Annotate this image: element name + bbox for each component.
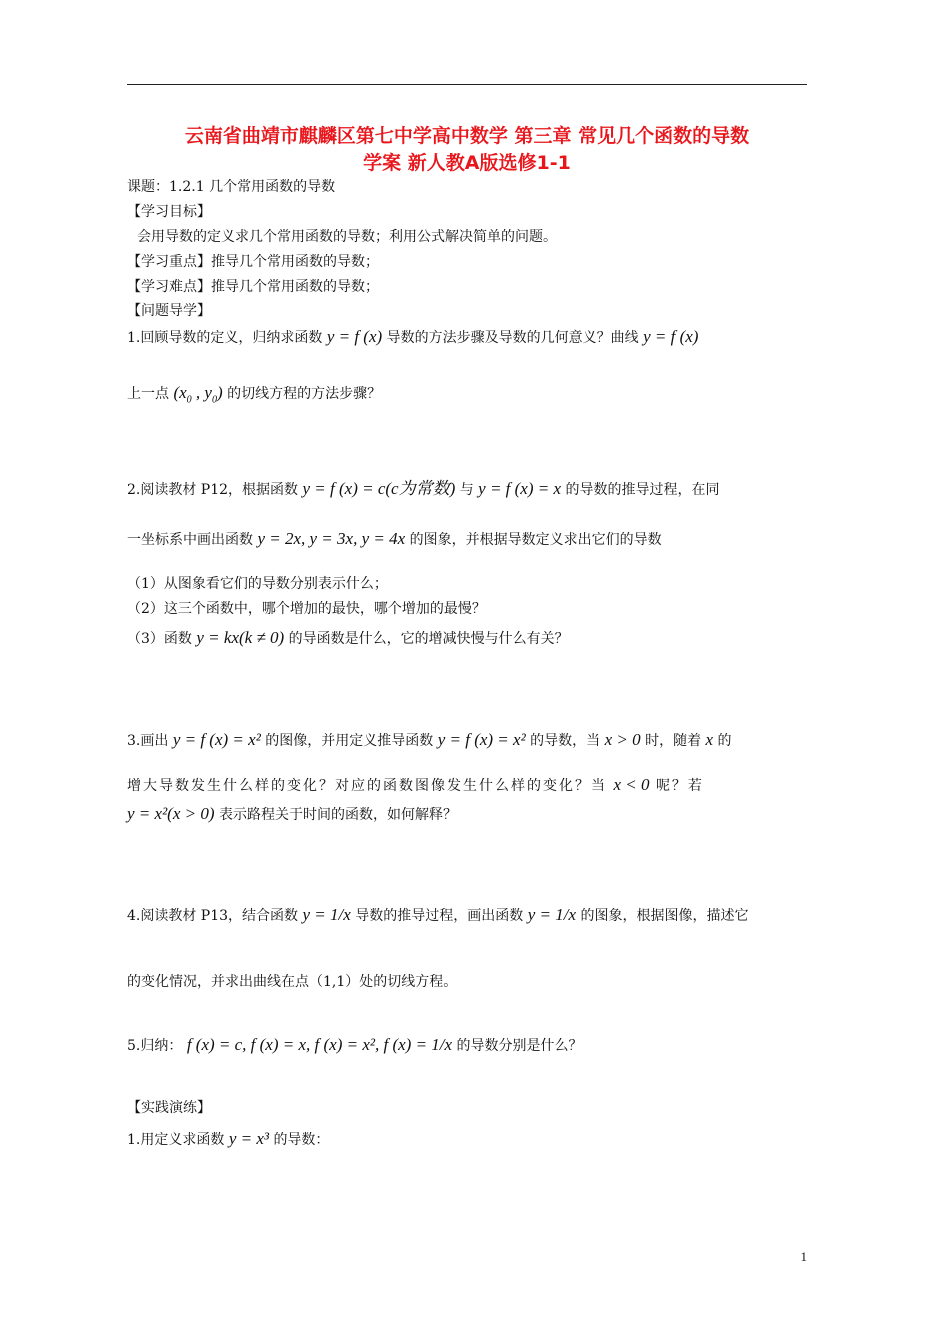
document-title-line-2: 学案 新人教A版选修1-1 [363, 152, 571, 174]
q1-text-a: 1.回顾导数的定义，归纳求函数 [127, 330, 323, 346]
q3-formula-2: y = f (x) = x² [437, 730, 526, 749]
practice-heading: 【实践演练】 [127, 1100, 211, 1116]
key-point-line: 【学习重点】推导几个常用函数的导数； [127, 254, 379, 270]
question-3-line-3 [127, 805, 457, 824]
q2-text-c: 的导数的推导过程，在同 [565, 482, 720, 498]
q3-formula-5: x < 0 [613, 775, 650, 794]
practice-formula: y = x³ [228, 1129, 269, 1148]
q3-text-h: 呢？若 [655, 778, 704, 794]
goal-text: 会用导数的定义求几个常用函数的导数；利用公式解决简单的问题。 [137, 229, 557, 245]
q2-text-e: 的图象，并根据导数定义求出它们的导数 [409, 532, 662, 548]
q2-formula-3: y = 2x, y = 3x, y = 4x [257, 529, 406, 548]
difficulty-line: 【学习难点】推导几个常用函数的导数； [127, 279, 379, 295]
q1-formula-2: y = f (x) [643, 327, 699, 346]
guide-heading: 【问题导学】 [127, 303, 211, 319]
q4-text-a: 4.阅读教材 P13，结合函数 [127, 908, 299, 924]
topic-line: 课题：1.2.1 几个常用函数的导数 [127, 179, 336, 195]
question-2-line-1 [127, 480, 719, 499]
question-2-line-2 [127, 530, 662, 549]
q3-formula-3: x > 0 [604, 730, 641, 749]
q1-formula-1: y = f (x) [326, 327, 383, 346]
q3-text-b: 的图像，并用定义推导函数 [265, 733, 434, 749]
question-4-line-2: 的变化情况，并求出曲线在点（1,1）处的切线方程。 [127, 974, 458, 990]
q1-point: ($x_0$ , $y_0$) [173, 383, 223, 406]
q1-text-d: 的切线方程的方法步骤？ [227, 386, 382, 402]
q2-formula-4: y = kx(k ≠ 0) [196, 628, 285, 647]
page-number: 1 [800, 1249, 807, 1264]
question-3-line-1 [127, 731, 732, 750]
q3-text-d: 时，随着 [645, 733, 702, 749]
q4-text-b: 导数的推导过程，画出函数 [355, 908, 524, 924]
q3-formula-6: y = x²(x > 0) [127, 804, 215, 823]
question-1-line-2 [127, 384, 381, 409]
question-2-sub-3 [127, 629, 569, 648]
question-1-line-1 [127, 328, 698, 347]
practice-text-a: 1.用定义求函数 [127, 1132, 225, 1148]
q4-formula-2: y = 1/x [527, 905, 576, 924]
q1-text-c: 上一点 [127, 386, 169, 402]
question-5-line [127, 1036, 583, 1055]
question-3-line-2 [127, 776, 704, 795]
q2-text-d: 一坐标系中画出函数 [127, 532, 253, 548]
practice-text-b: 的导数： [273, 1132, 330, 1148]
q2-formula-1: y = f (x) = c(c为常数) [302, 479, 456, 498]
question-2-sub-2: （2）这三个函数中，哪个增加的最快，哪个增加的最慢？ [127, 601, 486, 617]
q2-text-b: 与 [459, 482, 474, 498]
q3-text-a: 3.画出 [127, 733, 169, 749]
goal-heading: 【学习目标】 [127, 204, 211, 220]
q2-sub-3-a: （3）函数 [127, 631, 192, 647]
question-2-sub-1: （1）从图象看它们的导数分别表示什么； [127, 576, 388, 592]
q2-formula-2: y = f (x) = x [478, 479, 562, 498]
q5-text-a: 5.归纳： [127, 1038, 183, 1054]
document-title-line-1: 云南省曲靖市麒麟区第七中学高中数学 第三章 常见几个函数的导数 [184, 125, 750, 147]
q4-text-c: 的图象，根据图像，描述它 [580, 908, 749, 924]
question-4-line-1 [127, 906, 748, 925]
q5-text-b: 的导数分别是什么？ [456, 1038, 583, 1054]
header-rule [127, 84, 807, 85]
q3-text-e: 的 [717, 733, 732, 749]
q3-formula-4: x [705, 730, 714, 749]
q2-sub-3-b: 的导函数是什么，它的增减快慢与什么有关？ [288, 631, 569, 647]
q4-formula-1: y = 1/x [302, 905, 351, 924]
practice-line-1 [127, 1130, 329, 1149]
q1-text-b: 导数的方法步骤及导数的几何意义？曲线 [386, 330, 639, 346]
q3-text-i: 表示路程关于时间的函数，如何解释？ [218, 807, 457, 823]
q2-text-a: 2.阅读教材 P12，根据函数 [127, 482, 299, 498]
q3-formula-1: y = f (x) = x² [172, 730, 261, 749]
q3-text-c: 的导数，当 [530, 733, 601, 749]
q3-text-g: 增大导数发生什么样的变化？对应的函数图像发生什么样的变化？当 [127, 778, 607, 794]
q5-formula: f (x) = c, f (x) = x, f (x) = x², f (x) = 1/x [186, 1035, 453, 1054]
